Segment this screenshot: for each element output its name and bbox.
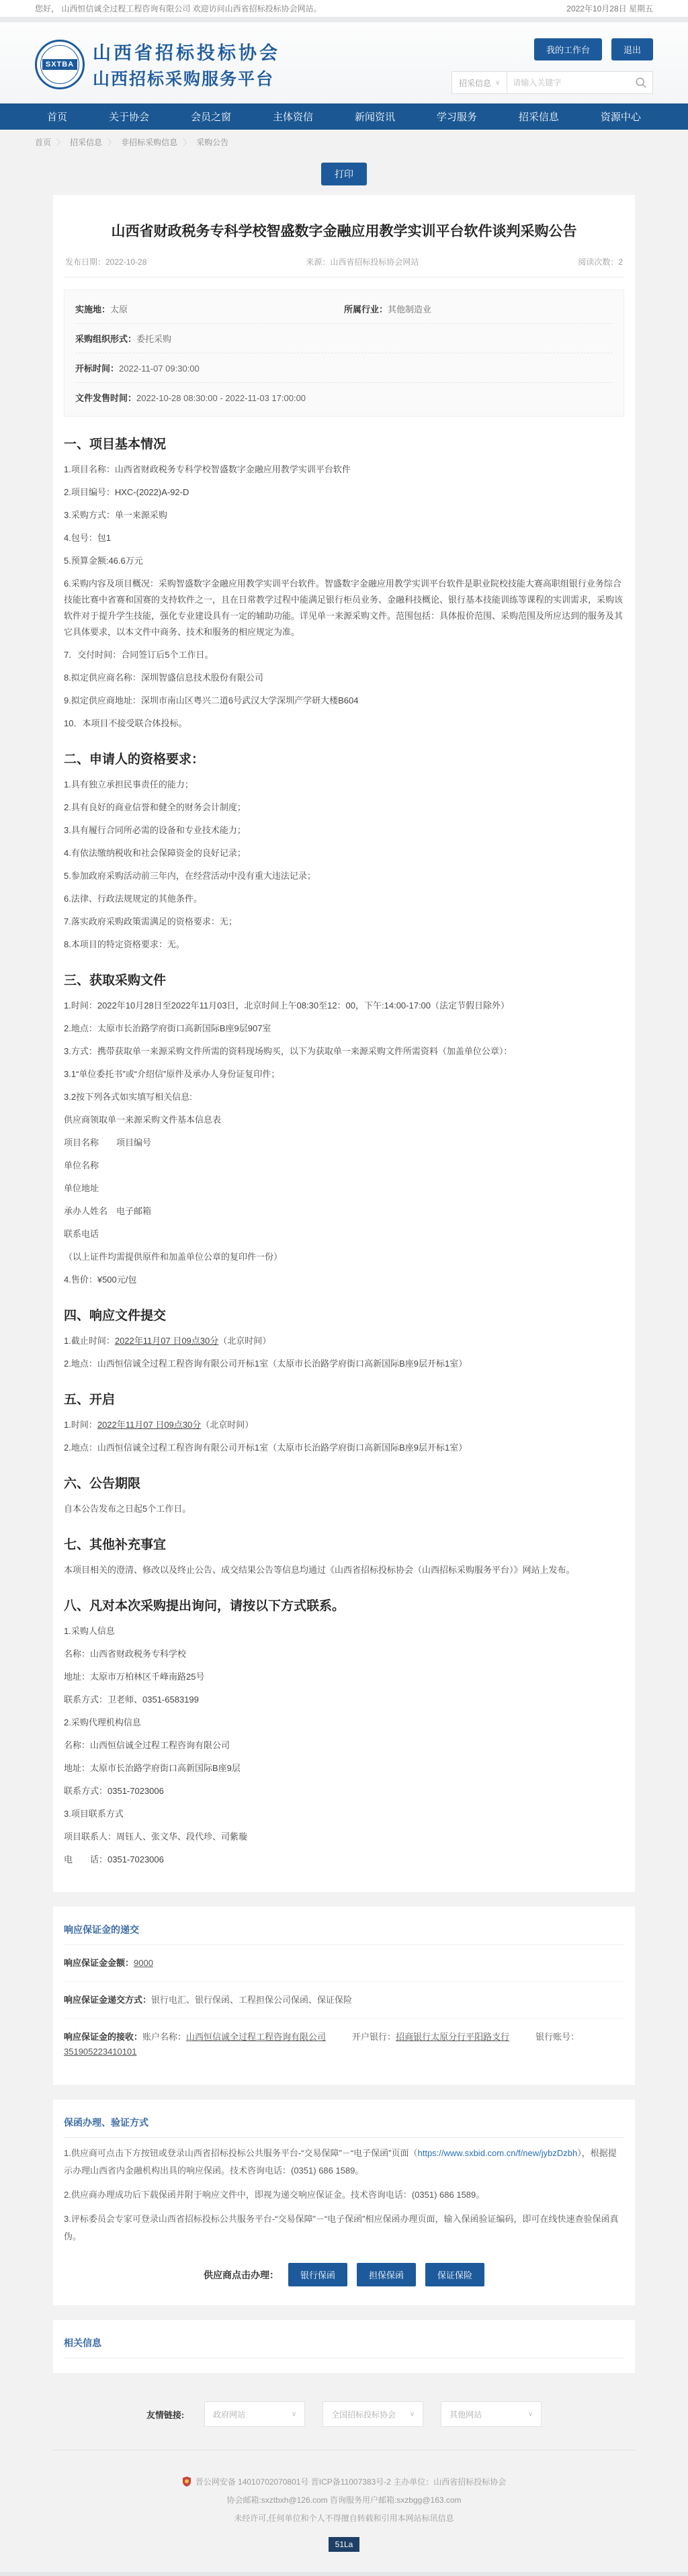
site-logo[interactable] xyxy=(35,34,280,94)
article-paragraph: 3.采购方式：单一来源采购 xyxy=(64,510,167,521)
search-category-select[interactable] xyxy=(452,72,507,93)
info-cell xyxy=(75,391,613,404)
friend-link-select-value: 全国招标投标协会 xyxy=(331,2409,396,2419)
section-heading: 五、开启 xyxy=(64,1393,116,1408)
friend-links xyxy=(53,2401,635,2427)
site-header xyxy=(0,22,688,103)
info-value: 太原 xyxy=(110,304,128,315)
footer-email: 协会邮箱:sxztbxh@126.com 咨询服务用户邮箱:sxzbgg@163.com xyxy=(226,2495,462,2505)
print-button[interactable]: 打印 xyxy=(321,163,367,185)
article-paragraph: 10．本项目不接受联合体投标。 xyxy=(64,718,187,729)
article-paragraph: （以上证件均需提供原件和加盖单位公章的复印件一份） xyxy=(64,1252,283,1262)
article-paragraph: 5.参加政府采购活动前三年内，在经营活动中没有重大违法记录； xyxy=(64,871,316,882)
info-cell xyxy=(75,302,344,315)
article-paragraph: 2.采购代理机构信息 xyxy=(64,1717,141,1728)
guarantee-box-heading: 保函办理、验证方式 xyxy=(64,2112,624,2138)
nav-item[interactable]: 关于协会 xyxy=(108,112,149,123)
info-value: 2022-10-28 08:30:00 - 2022-11-03 17:00:00 xyxy=(136,393,306,404)
section-heading: 二、申请人的资格要求： xyxy=(64,753,205,767)
article-paragraph: 9.拟定供应商地址：深圳市南山区粤兴二道6号武汉大学深圳产学研大楼B604 xyxy=(64,695,359,706)
article-paragraph: 电 话：0351-7023006 xyxy=(64,1854,164,1865)
breadcrumb-item[interactable]: 首页 xyxy=(35,138,52,147)
nav-item[interactable]: 新闻资讯 xyxy=(354,112,395,123)
underlined-value[interactable]: 招商银行太原分行平阳路支行 xyxy=(396,2032,510,2043)
underlined-value[interactable]: 2022年11月07 日09点30分 xyxy=(114,1336,219,1346)
association-seal-icon xyxy=(35,40,85,89)
section-heading: 三、获取采购文件 xyxy=(64,974,167,988)
nav-item[interactable]: 学习服务 xyxy=(436,112,477,123)
logout-button[interactable]: 退出 xyxy=(611,38,653,60)
info-row xyxy=(75,294,613,324)
breadcrumb-separator: 〉 xyxy=(108,138,116,147)
friend-link-select-value: 其他网站 xyxy=(449,2409,482,2419)
nav-item[interactable]: 资源中心 xyxy=(600,112,641,123)
article-paragraph: 地址：太原市万柏林区千峰南路25号 xyxy=(64,1672,205,1682)
footer-icp: 晋公网安备 14010702070801号 晋ICP备11007383号-2 主办单位：山西省招标投标协会 xyxy=(195,2477,507,2487)
breadcrumb-item[interactable]: 招采信息 xyxy=(70,138,103,147)
org-name: 山西省招标投标协会 xyxy=(93,43,280,63)
announcement-article xyxy=(53,195,635,1892)
article-paragraph: 7．交付时间：合同签订后5个工作日。 xyxy=(64,650,214,660)
guarantee-paragraph: 2.供应商办理成功后下载保函并附于响应文件中，即视为递交响应保证金。技术咨询电话：(0351) 686 1589。 xyxy=(64,2190,485,2200)
article-paragraph: 3.具有履行合同所必需的设备和专业技术能力； xyxy=(64,825,246,836)
article-paragraph: 2.地点：山西恒信诚全过程工程咨询有限公司开标1室（太原市长治路学府街口高新国际B座9层开标1室） xyxy=(64,1359,468,1369)
search-input[interactable] xyxy=(507,78,630,87)
article-paragraph: 本项目相关的澄清、修改以及终止公告、成交结果公告等信息均通过《山西省招标投标协会（山西招标采购服务平台）》网站上发布。 xyxy=(64,1565,575,1576)
underlined-value[interactable]: 9000 xyxy=(134,1958,153,1969)
project-info-box xyxy=(64,290,624,417)
info-label: 开标时间： xyxy=(75,363,120,374)
guarantee-button[interactable]: 保证保险 xyxy=(425,2263,484,2286)
guarantee-button[interactable]: 银行保函 xyxy=(288,2263,347,2286)
article-paragraph: 1.采购人信息 xyxy=(64,1626,115,1637)
chevron-down-icon: ∨ xyxy=(527,2410,533,2418)
article-paragraph: 1.时间：2022年11月07 日09点30分（北京时间） xyxy=(64,1420,254,1430)
article-paragraph: 1.截止时间：2022年11月07 日09点30分（北京时间） xyxy=(64,1336,271,1346)
article-paragraph: 5.预算金额:46.6万元 xyxy=(64,556,143,566)
search-box xyxy=(452,71,653,94)
friend-link-select-value: 政府网站 xyxy=(213,2409,246,2419)
info-label: 实施地： xyxy=(75,304,111,315)
article-paragraph: 2.地点：山西恒信诚全过程工程咨询有限公司开标1室（太原市长治路学府街口高新国际B座9层开标1室） xyxy=(64,1443,468,1453)
info-value: 2022-11-07 09:30:00 xyxy=(119,363,200,374)
article-paragraph: 联系方式：0351-7023006 xyxy=(64,1786,164,1797)
article-paragraph: 供应商领取单一来源采购文件基本信息表 xyxy=(64,1115,222,1125)
article-paragraph: 8.拟定供应商名称：深圳智盛信息技术股份有限公司 xyxy=(64,673,263,683)
underlined-value[interactable]: 山西恒信诚全过程工程咨询有限公司 xyxy=(186,2032,327,2043)
search-category-value: 招采信息 xyxy=(459,78,492,88)
info-row xyxy=(75,383,613,412)
deposit-box xyxy=(53,1907,635,2085)
article-paragraph: 单位名称 xyxy=(64,1160,99,1171)
article-paragraph: 3.1“单位委托书”或“介绍信”原件及承办人身份证复印件； xyxy=(64,1069,280,1080)
article-paragraph: 承办人姓名 电子邮箱 xyxy=(64,1206,152,1217)
info-cell xyxy=(344,302,613,315)
platform-name: 山西招标采购服务平台 xyxy=(93,70,275,89)
underlined-value[interactable]: 351905223410101 xyxy=(64,2047,137,2057)
article-paragraph: 名称：山西恒信诚全过程工程咨询有限公司 xyxy=(64,1740,230,1751)
row-label: 响应保证金的接收： xyxy=(64,2032,143,2043)
article-paragraph: 4.包号：包1 xyxy=(64,533,112,544)
article-paragraph: 单位地址 xyxy=(64,1183,99,1194)
breadcrumb-separator: 〉 xyxy=(56,138,65,147)
article-paragraph: 联系电话 xyxy=(64,1229,99,1240)
counter-badge[interactable]: 51La xyxy=(329,2537,360,2552)
topbar xyxy=(0,0,688,17)
article-paragraph: 8.本项目的特定资格要求：无。 xyxy=(64,939,185,950)
workbench-button[interactable]: 我的工作台 xyxy=(534,38,602,60)
section-heading: 六、公告期限 xyxy=(64,1477,141,1492)
section-heading: 四、响应文件提交 xyxy=(64,1309,167,1324)
guarantee-paragraph: 3.评标委员会专家可登录山西省招标投标公共服务平台-“交易保障”－“电子保函”相应保函办理页面，输入保函验证编码，即可在线快速查验保函真伪。 xyxy=(64,2214,619,2242)
article-paragraph: 项目名称 项目编号 xyxy=(64,1137,152,1148)
search-icon xyxy=(635,77,647,89)
related-info-box xyxy=(53,2320,635,2373)
bottom-edge xyxy=(0,2572,688,2576)
article-paragraph: 4.售价：¥500元/包 xyxy=(64,1275,137,1285)
friend-link-select[interactable] xyxy=(441,2401,542,2427)
related-info-heading: 相关信息 xyxy=(64,2332,624,2358)
deposit-row: 响应保证金递交方式：银行电汇、银行保函、工程担保公司保函、保证保险 xyxy=(64,1982,624,2019)
breadcrumb-separator: 〉 xyxy=(183,138,191,147)
guarantee-action-label: 供应商点击办理： xyxy=(203,2270,279,2281)
underlined-value[interactable]: 2022年11月07 日09点30分 xyxy=(97,1420,202,1430)
view-count: 阅读次数：2 xyxy=(578,257,623,267)
row-label: 响应保证金递交方式： xyxy=(64,1995,152,2006)
footer-notice: 未经许可,任何单位和个人不得擅自转载和引用本网站标讯信息 xyxy=(234,2514,454,2524)
chevron-down-icon: ∨ xyxy=(291,2410,297,2418)
section-heading: 七、其他补充事宜 xyxy=(64,1538,167,1553)
breadcrumb-item[interactable]: 非招标采购信息 xyxy=(121,138,178,147)
info-cell xyxy=(75,332,613,345)
friend-link-select[interactable] xyxy=(322,2401,423,2427)
breadcrumb xyxy=(35,136,653,148)
article-paragraph: 6.采购内容及项目概况：采购智盛数字金融应用教学实训平台软件。智盛数字金融应用教学实训平台软件是职业院校技能大赛高职组银行业务综合技能比赛中省赛和国赛的支持软件之一，且在日常教学过程中能满足银行柜员业务、金融科技概论、银行基本技能训练等课程的实训需求，采购该软件对于提升学生技能，强化专业建设具有一定的辅助功能。详见单一来源采购文件。范围包括：具体报价范围、采购范围及所应达到的服务及其它具体要求，以本文件中商务、技术和服务的相应规定为准。 xyxy=(64,578,624,638)
info-row xyxy=(75,353,613,383)
main-nav xyxy=(0,103,688,130)
guarantee-box xyxy=(53,2100,635,2305)
breadcrumb-item[interactable]: 采购公告 xyxy=(196,138,229,147)
info-label: 文件发售时间： xyxy=(75,393,137,404)
page-title: 山西省财政税务专科学校智盛数字金融应用教学实训平台软件谈判采购公告 xyxy=(111,224,577,239)
article-paragraph: 1.具有独立承担民事责任的能力； xyxy=(64,779,194,790)
chevron-down-icon: ∨ xyxy=(495,79,501,87)
article-paragraph: 2.项目编号：HXC-(2022)A-92-D xyxy=(64,487,189,498)
logo-abbr: SXTBA xyxy=(42,59,77,70)
article-paragraph: 项目联系人：周钰人、张文华、段代珍、司紫璇 xyxy=(64,1832,248,1842)
article-paragraph: 联系方式：卫老师、0351-6583199 xyxy=(64,1694,199,1705)
deposit-row: 响应保证金的接收：账户名称：山西恒信诚全过程工程咨询有限公司 开户银行：招商银行太原分行平阳路支行 银行账号：351905223410101 xyxy=(64,2032,580,2057)
nav-item[interactable]: 会员之窗 xyxy=(190,112,231,123)
article-paragraph: 2.具有良好的商业信誉和健全的财务会计制度； xyxy=(64,802,246,813)
article-paragraph: 2.地点：太原市长治路学府街口高新国际B座9层907室 xyxy=(64,1023,271,1034)
search-button[interactable] xyxy=(630,77,652,89)
nav-item[interactable]: 首页 xyxy=(47,112,68,123)
friend-links-label: 友情链接: xyxy=(146,2409,185,2420)
info-label: 所属行业： xyxy=(344,304,388,315)
deposit-box-heading: 响应保证金的递交 xyxy=(64,1919,624,1945)
deposit-row xyxy=(64,1945,624,1982)
article-paragraph: 名称：山西省财政税务专科学校 xyxy=(64,1649,187,1660)
info-value: 其他制造业 xyxy=(388,304,432,315)
article-paragraph: 1.项目名称：山西省财政税务专科学校智盛数字金融应用教学实训平台软件 xyxy=(64,464,351,475)
info-label: 采购组织形式： xyxy=(75,334,137,345)
article-paragraph: 地址：太原市长治路学府街口高新国际B座9层 xyxy=(64,1763,241,1774)
friend-link-select[interactable] xyxy=(204,2401,305,2427)
topbar-date: 2022年10月28日 星期五 xyxy=(566,4,653,13)
topbar-greeting: 您好， 山西恒信诚全过程工程咨询有限公司 欢迎访问山西省招标投标协会网站。 xyxy=(35,4,322,13)
guarantee-paragraph: 1.供应商可点击下方按钮或登录山西省招标投标公共服务平台-“交易保障”－“电子保函”页面（https://www.sxbid.com.cn/f/new/jybzDzbh），根据提示办理山西省内金融机构出具的响应保函。技术咨询电话：(0351) 686 1589。 xyxy=(64,2148,617,2176)
police-badge-icon xyxy=(182,2477,191,2487)
info-value: 委托采购 xyxy=(136,334,172,345)
info-row xyxy=(75,324,613,353)
section-heading: 一、项目基本情况 xyxy=(64,437,167,452)
nav-item[interactable]: 主体资信 xyxy=(272,112,313,123)
article-paragraph: 3.方式：携带获取单一来源采购文件所需的资料现场购买，以下为获取单一来源采购文件所需资料（加盖单位公章）： xyxy=(64,1046,513,1057)
article-paragraph: 3.2按下列各式如实填写相关信息: xyxy=(64,1092,192,1103)
section-heading: 八、凡对本次采购提出询问，请按以下方式联系。 xyxy=(64,1599,345,1614)
publish-date: 发布日期：2022-10-28 xyxy=(65,257,147,267)
source: 来源：山西省招标投标协会网站 xyxy=(306,257,419,267)
article-paragraph: 7.落实政府采购政策需满足的资格要求：无； xyxy=(64,916,237,927)
inline-link[interactable]: https://www.sxbid.com.cn/f/new/jybzDzbh xyxy=(417,2148,578,2159)
row-label: 响应保证金金额： xyxy=(64,1958,134,1969)
chevron-down-icon: ∨ xyxy=(409,2410,415,2418)
article-paragraph: 3.项目联系方式 xyxy=(64,1809,124,1819)
info-cell xyxy=(75,361,613,374)
article-paragraph: 1.时间：2022年10月28日至2022年11月03日，北京时间上午08:30至12：00，下午:14:00-17:00（法定节假日除外） xyxy=(64,1000,510,1011)
article-paragraph: 4.有依法缴纳税收和社会保障资金的良好记录； xyxy=(64,848,246,859)
nav-item[interactable]: 招采信息 xyxy=(518,112,559,123)
article-paragraph: 6.法律、行政法规规定的其他条件。 xyxy=(64,894,202,904)
topbar-strip xyxy=(0,17,688,22)
guarantee-button[interactable]: 担保保函 xyxy=(357,2263,416,2286)
site-footer xyxy=(53,2450,635,2564)
article-paragraph: 自本公告发布之日起5个工作日。 xyxy=(64,1504,191,1514)
